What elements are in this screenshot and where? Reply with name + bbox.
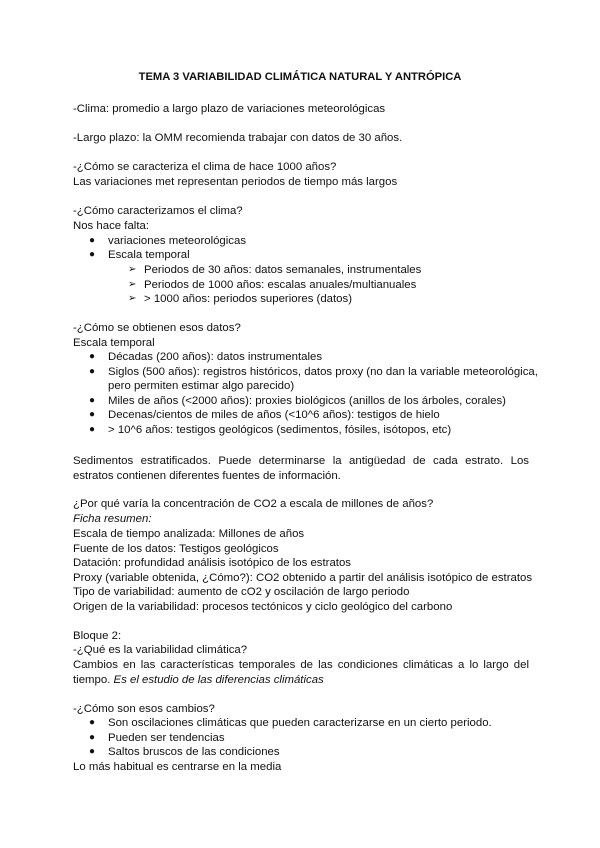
- bloque2-definition-italic: Es el estudio de las diferencias climáticas: [113, 673, 324, 686]
- q3-item-4: Decenas/cientos de miles de años (<10^6 años): testigos de hielo: [108, 409, 440, 421]
- bloque2-definition-text: Cambios en las características temporales de las condiciones climáticas a lo largo del tiempo.: [73, 659, 529, 686]
- q3-item-3: Miles de años (<2000 años): proxies biológicos (anillos de los árboles, corales): [108, 395, 506, 407]
- q1-answer: Las variaciones met representan periodos de tiempo más largos: [73, 176, 398, 188]
- ficha-line-4: Proxy (variable obtenida, ¿Cómo?): CO2 obtenido a partir del análisis isotópico de estratos: [73, 572, 533, 584]
- bullet-icon: ●: [89, 732, 96, 743]
- bullet-icon: ●: [89, 249, 96, 260]
- cambios-item-3: Saltos bruscos de las condiciones: [108, 746, 280, 758]
- ficha-line-6: Origen de la variabilidad: procesos tectónicos y ciclo geológico del carbono: [73, 601, 453, 613]
- q3-item-5: > 10^6 años: testigos geológicos (sedimentos, fósiles, isótopos, etc): [108, 424, 452, 436]
- largo-plazo-definition: -Largo plazo: la OMM recomienda trabajar con datos de 30 años.: [73, 132, 403, 144]
- arrow-bullet-icon: ➢: [128, 264, 137, 275]
- cambios-item-1: Son oscilaciones climáticas que pueden caracterizarse en un cierto periodo.: [108, 717, 492, 729]
- bloque2-question: -¿Qué es la variabilidad climática?: [73, 644, 248, 656]
- q3-item-1: Décadas (200 años): datos instrumentales: [108, 351, 323, 363]
- q2-intro: Nos hace falta:: [73, 220, 149, 232]
- q3-question: -¿Cómo se obtienen esos datos?: [73, 322, 241, 334]
- cambios-question: -¿Cómo son esos cambios?: [73, 703, 215, 715]
- bullet-icon: ●: [89, 235, 96, 246]
- arrow-bullet-icon: ➢: [128, 279, 137, 290]
- q2-bullet-2: Escala temporal: [108, 249, 190, 261]
- arrow-bullet-icon: ➢: [128, 293, 137, 304]
- document-title: TEMA 3 VARIABILIDAD CLIMÁTICA NATURAL Y ANTRÓPICA: [138, 71, 462, 83]
- q1-question: -¿Cómo se caracteriza el clima de hace 1000 años?: [73, 161, 337, 173]
- sedimentos-paragraph: Sedimentos estratificados. Puede determinarse la antigüedad de cada estrato. Los estratos contienen diferentes fuentes de información.: [73, 455, 529, 482]
- q2-sub-1: Periodos de 30 años: datos semanales, instrumentales: [144, 264, 422, 276]
- bullet-icon: ●: [89, 366, 96, 377]
- cambios-item-2: Pueden ser tendencias: [108, 732, 225, 744]
- q2-question: -¿Cómo caracterizamos el clima?: [73, 205, 243, 217]
- bloque2-definition: [73, 658, 529, 687]
- bullet-icon: ●: [89, 395, 96, 406]
- ficha-line-3: Datación: profundidad análisis isotópico de los estratos: [73, 557, 351, 569]
- q3-item-2-cont: pero permiten estimar algo parecido): [108, 380, 295, 392]
- bullet-icon: ●: [89, 351, 96, 362]
- bullet-icon: ●: [89, 409, 96, 420]
- ficha-line-5: Tipo de variabilidad: aumento de cO2 y oscilación de largo periodo: [73, 586, 410, 598]
- ficha-line-2: Fuente de los datos: Testigos geológicos: [73, 543, 279, 555]
- bullet-icon: ●: [89, 717, 96, 728]
- bullet-icon: ●: [89, 746, 96, 757]
- q3-intro: Escala temporal: [73, 337, 155, 349]
- bloque2-heading: Bloque 2:: [73, 630, 122, 642]
- clima-definition: -Clima: promedio a largo plazo de variaciones meteorológicas: [73, 103, 386, 115]
- q2-bullet-1: variaciones meteorológicas: [108, 235, 247, 247]
- q2-sub-3: > 1000 años: periodos superiores (datos): [144, 293, 353, 305]
- q3-item-2: Siglos (500 años): registros históricos, datos proxy (no dan la variable meteorológica,: [108, 366, 538, 378]
- ficha-heading: Ficha resumen:: [73, 513, 152, 525]
- ficha-line-1: Escala de tiempo analizada: Millones de años: [73, 528, 305, 540]
- bullet-icon: ●: [89, 424, 96, 435]
- cambios-closing: Lo más habitual es centrarse en la media: [73, 761, 282, 773]
- q2-sub-2: Periodos de 1000 años: escalas anuales/multianuales: [144, 279, 417, 291]
- co2-question: ¿Por qué varía la concentración de CO2 a escala de millones de años?: [73, 498, 434, 510]
